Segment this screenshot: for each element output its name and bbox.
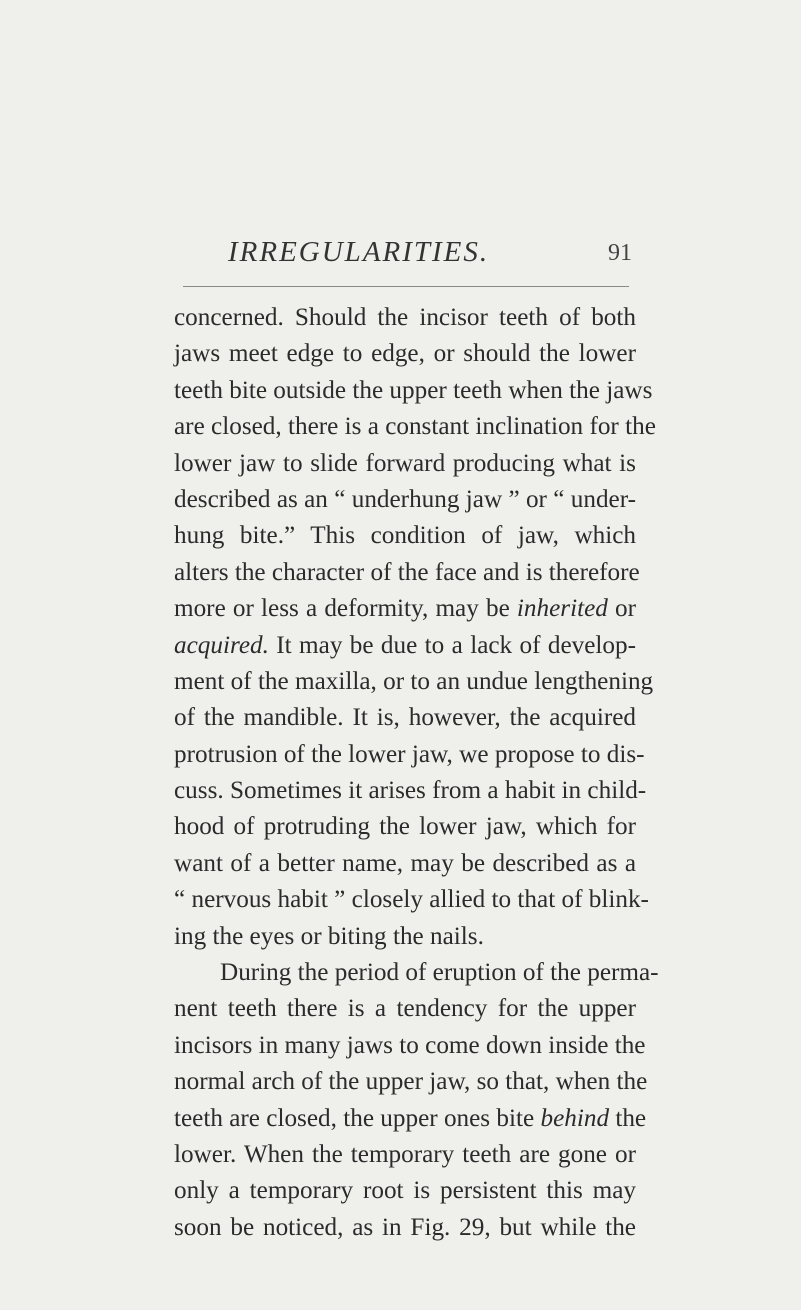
text-line [174,1101,647,1137]
text-run: or [607,595,636,623]
italic-term-acquired: acquired. [174,631,269,659]
paragraph-end-line: ing the eyes or biting the nails. [174,922,484,950]
text-line: incisors in many jaws to come down inside the [174,1031,646,1059]
text-line: hung bite.” This condition of jaw, which [174,522,636,550]
running-title: IRREGULARITIES. [228,236,490,268]
text-line: nent teeth there is a tendency for the upper [174,995,636,1023]
italic-term-behind: behind [540,1104,610,1132]
text-line: only a temporary root is persistent this may [174,1177,636,1205]
text-run: more or less a deformity, may be [174,595,517,623]
text-line [174,591,636,627]
text-line: lower. When the temporary teeth are gone or [174,1140,636,1168]
text-line: are closed, there is a constant inclination for the [174,413,656,441]
paragraph-start-line: During the period of eruption of the perma- [220,959,659,987]
text-line: lower jaw to slide forward producing what is [174,449,636,477]
text-line: want of a better name, may be described as a [174,849,636,877]
text-run: the [609,1104,647,1132]
text-line: alters the character of the face and is therefore [174,558,640,586]
page-number: 91 [608,240,632,266]
text-line: jaws meet edge to edge, or should the lower [174,340,636,368]
text-line: ment of the maxilla, or to an undue lengthening [174,667,654,695]
body-text [174,300,659,1246]
text-line: concerned. Should the incisor teeth of both [174,304,636,331]
text-line: cuss. Sometimes it arises from a habit in child- [174,777,647,805]
text-line: of the mandible. It is, however, the acquired [174,704,636,732]
text-line: soon be noticed, as in Fig. 29, but while the [174,1213,636,1241]
text-line: protrusion of the lower jaw, we propose to dis- [174,740,645,768]
text-line [174,628,636,664]
text-run: teeth are closed, the upper ones bite [174,1104,541,1132]
text-line: normal arch of the upper jaw, so that, when the [174,1068,648,1096]
text-line: “ nervous habit ” closely allied to that of blink- [174,886,649,914]
header-rule [183,286,629,287]
text-run: It may be due to a lack of develop- [268,631,636,659]
text-line: hood of protruding the lower jaw, which for [174,813,636,841]
text-line: teeth bite outside the upper teeth when the jaws [174,376,653,404]
italic-term-inherited: inherited [516,595,608,623]
text-line: described as an “ underhung jaw ” or “ under- [174,485,636,513]
